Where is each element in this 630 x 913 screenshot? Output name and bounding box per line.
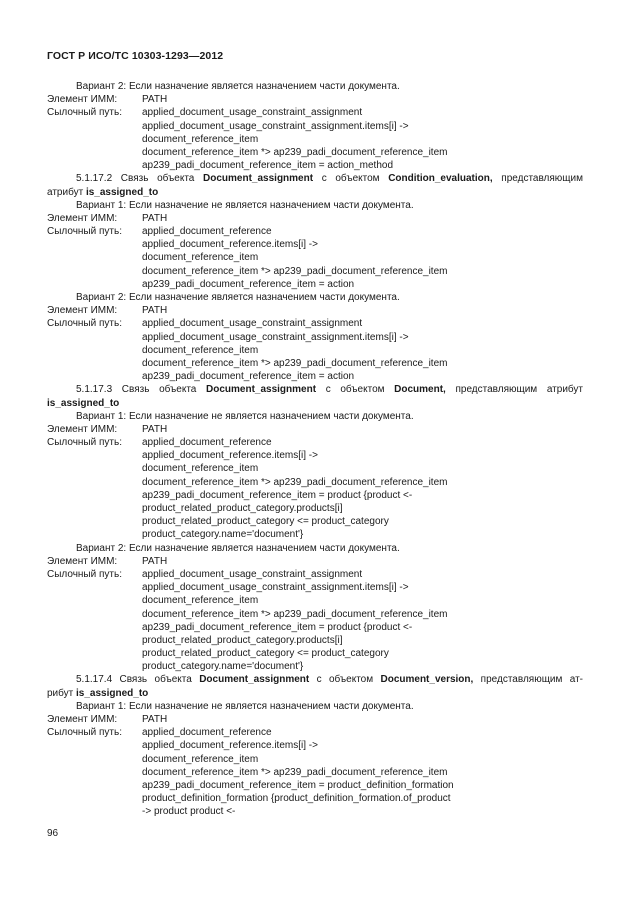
ref-path-line: ap239_padi_document_reference_item = product_definition_formation	[142, 779, 454, 791]
element-value: PATH	[142, 212, 168, 224]
ref-path-line: ap239_padi_document_reference_item = product {product <-	[142, 621, 413, 633]
ref-path-line: applied_document_usage_constraint_assignment.items[i] ->	[142, 120, 409, 132]
ref-path-line: applied_document_usage_constraint_assignment.items[i] ->	[142, 331, 409, 343]
element-label: Элемент ИММ:	[47, 212, 118, 224]
element-value: PATH	[142, 423, 168, 435]
ref-path-row	[47, 436, 583, 449]
document-header: ГОСТ Р ИСО/ТС 10303-1293—2012	[47, 50, 224, 62]
ref-path-row	[47, 106, 583, 119]
ref-path-label: Сылочный путь:	[47, 226, 122, 238]
section-heading: 5.1.17.4 Связь объекта Document_assignment с объектом Document_version, представляющим ат-	[76, 674, 584, 686]
section-heading-cont: is_assigned_to	[47, 397, 120, 409]
variant-1-line: Вариант 1: Если назначение не является назначением части документа.	[76, 199, 414, 211]
ref-path-row	[47, 568, 583, 581]
element-row	[47, 304, 583, 317]
ref-path-line: applied_document_reference.items[i] ->	[142, 450, 318, 462]
ref-path-line: ap239_padi_document_reference_item = action	[142, 371, 355, 383]
ref-path-line: document_reference_item	[142, 595, 259, 607]
ref-path-line: product_related_product_category <= product_category	[142, 648, 389, 660]
ref-path-line: document_reference_item	[142, 463, 259, 475]
ref-path-line: ap239_padi_document_reference_item = action_method	[142, 160, 394, 172]
ref-path-label: Сылочный путь:	[47, 107, 122, 119]
variant-1-line: Вариант 1: Если назначение не является назначением части документа.	[76, 700, 414, 712]
ref-path-label: Сылочный путь:	[47, 568, 122, 580]
ref-path-line: applied_document_usage_constraint_assignment.items[i] ->	[142, 582, 409, 594]
ref-path-line: applied_document_reference.items[i] ->	[142, 740, 318, 752]
section-heading-cont: рибут is_assigned_to	[47, 687, 149, 699]
element-row	[47, 423, 583, 436]
section-heading: 5.1.17.2 Связь объекта Document_assignment с объектом Condition_evaluation, представляющим	[76, 173, 583, 185]
ref-path-line: product_related_product_category.products[i]	[142, 503, 343, 514]
element-label: Элемент ИММ:	[47, 94, 118, 106]
ref-path-line: -> product product <-	[142, 806, 236, 818]
ref-path-line: document_reference_item *> ap239_padi_document_reference_item	[142, 766, 448, 778]
ref-path-line: product_category.name='document'}	[142, 529, 304, 541]
variant-2-line: Вариант 2: Если назначение является назначением части документа.	[76, 292, 400, 303]
ref-path-line: applied_document_reference.items[i] ->	[142, 239, 318, 251]
ref-path-label: Сылочный путь:	[47, 437, 122, 449]
element-value: PATH	[142, 305, 168, 317]
ref-path-line: product_related_product_category.products[i]	[142, 634, 343, 646]
element-label: Элемент ИММ:	[47, 555, 118, 567]
section-heading: 5.1.17.3 Связь объекта Document_assignment с объектом Document, представляющим атрибут	[76, 384, 583, 396]
element-value: PATH	[142, 714, 168, 725]
ref-path-line: ap239_padi_document_reference_item = product {product <-	[142, 489, 413, 501]
page-number: 96	[47, 828, 59, 839]
element-value: PATH	[142, 555, 168, 567]
element-row	[47, 713, 583, 726]
ref-path-line: document_reference_item	[142, 344, 259, 356]
ref-path-line: document_reference_item *> ap239_padi_document_reference_item	[142, 265, 448, 277]
ref-path-line: product_related_product_category <= product_category	[142, 516, 389, 528]
ref-path-row	[47, 225, 583, 238]
element-row	[47, 555, 583, 568]
ref-path-line: document_reference_item	[142, 252, 259, 264]
ref-path-label: Сылочный путь:	[47, 318, 122, 330]
ref-path-line: applied_document_reference	[142, 226, 272, 238]
element-label: Элемент ИММ:	[47, 305, 118, 317]
ref-path-line: product_definition_formation {product_definition_formation.of_product	[142, 793, 451, 805]
ref-path-line: applied_document_reference	[142, 727, 272, 739]
ref-path-row	[47, 726, 583, 739]
ref-path-line: document_reference_item	[142, 133, 259, 145]
section-heading-cont: атрибут is_assigned_to	[47, 186, 159, 198]
ref-path-line: applied_document_usage_constraint_assignment	[142, 568, 363, 580]
variant-1-line: Вариант 1: Если назначение не является назначением части документа.	[76, 410, 414, 422]
element-row	[47, 212, 583, 225]
ref-path-line: applied_document_usage_constraint_assignment	[142, 107, 363, 119]
ref-path-line: applied_document_reference	[142, 437, 272, 449]
document-body	[47, 80, 583, 819]
ref-path-line: document_reference_item	[142, 753, 259, 765]
ref-path-line: document_reference_item *> ap239_padi_document_reference_item	[142, 357, 448, 369]
ref-path-line: product_category.name='document'}	[142, 661, 304, 673]
ref-path-line: document_reference_item *> ap239_padi_document_reference_item	[142, 608, 448, 620]
ref-path-row	[47, 317, 583, 330]
ref-path-line: applied_document_usage_constraint_assignment	[142, 318, 363, 330]
variant-2-line: Вариант 2: Если назначение является назначением части документа.	[76, 81, 400, 92]
ref-path-label: Сылочный путь:	[47, 727, 122, 739]
element-value: PATH	[142, 94, 168, 106]
ref-path-line: ap239_padi_document_reference_item = action	[142, 278, 355, 290]
ref-path-line: document_reference_item *> ap239_padi_document_reference_item	[142, 476, 448, 488]
element-label: Элемент ИММ:	[47, 714, 118, 725]
element-label: Элемент ИММ:	[47, 423, 118, 435]
variant-2-line: Вариант 2: Если назначение является назначением части документа.	[76, 542, 400, 554]
element-row	[47, 93, 583, 106]
ref-path-line: document_reference_item *> ap239_padi_document_reference_item	[142, 146, 448, 158]
